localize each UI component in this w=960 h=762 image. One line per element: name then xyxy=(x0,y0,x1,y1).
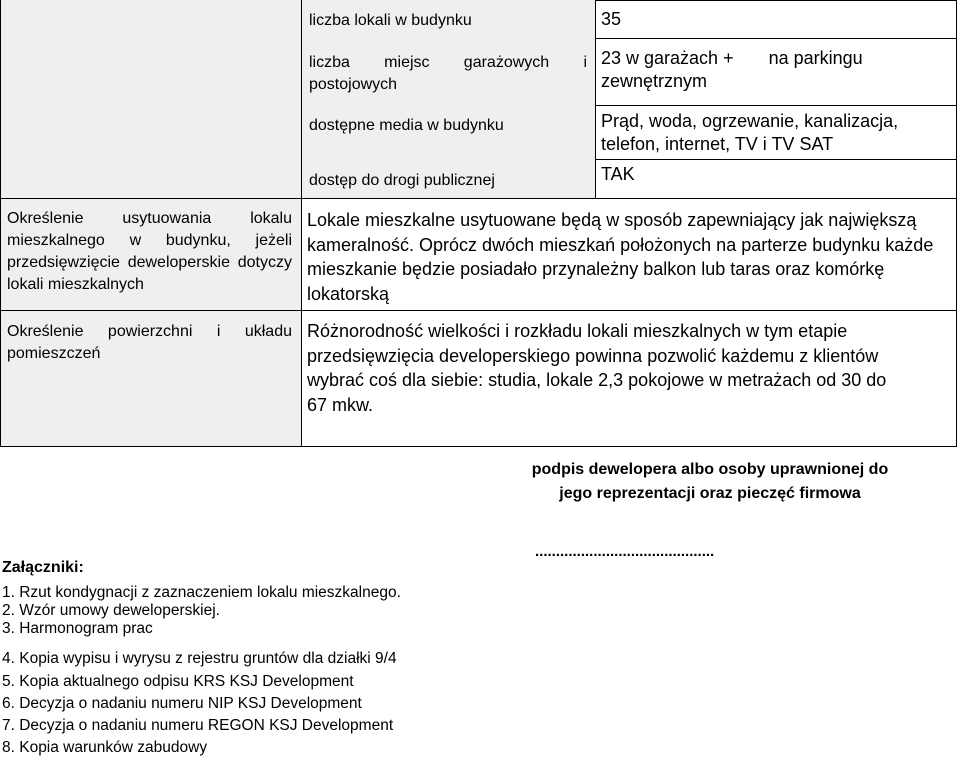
table-border xyxy=(0,198,957,199)
signature-caption-line1: podpis dewelopera albo osoby uprawnionej do xyxy=(531,461,889,478)
table-border xyxy=(595,0,957,1)
attachment-item: 8. Kopia warunków zabudowy xyxy=(2,739,208,756)
attachments-title: Załączniki: xyxy=(2,559,84,576)
table-border xyxy=(595,38,957,39)
table-border xyxy=(0,310,957,311)
label-available-utilities: dostępne media w budynku xyxy=(309,117,504,134)
value-area-and-layout: Różnorodność wielkości i rozkładu lokali mieszkalnych w tym etapie przedsięwzięcia developerskiego powinna pozwolić każdemu z klientów wybrać coś dla siebie: studia, lokale 2,3 pokojowe w metrażach od 30 do 67 mkw. xyxy=(307,321,887,415)
attachment-item: 7. Decyzja o nadaniu numeru REGON KSJ Development xyxy=(2,717,394,734)
attachment-item: 5. Kopia aktualnego odpisu KRS KSJ Development xyxy=(2,673,354,690)
signature-caption-line2: jego reprezentacji oraz pieczęć firmowa xyxy=(559,485,861,502)
value-public-road-access: TAK xyxy=(601,164,635,184)
value-parking-spaces: 23 w garażach + na parkingu zewnętrznym xyxy=(601,48,868,91)
table-border xyxy=(0,0,1,447)
table-border xyxy=(0,446,957,447)
label-parking-spaces: liczba miejsc garażowych i postojowych xyxy=(309,54,587,93)
label-public-road-access: dostęp do drogi publicznej xyxy=(309,172,495,189)
table-border xyxy=(595,159,957,160)
table-border xyxy=(595,105,957,106)
attachment-item: 6. Decyzja o nadaniu numeru NIP KSJ Development xyxy=(2,695,362,712)
value-unit-location: Lokale mieszkalne usytuowane będą w sposób zapewniający jak największą kameralność. Oprócz dwóch mieszkań położonych na parterze budynku każde mieszkanie będzie posiadało przynależny balkon lub taras oraz komórkę lokatorską xyxy=(307,210,934,304)
label-number-of-units: liczba lokali w budynku xyxy=(309,12,472,29)
table-border xyxy=(301,0,302,447)
attachment-item: 2. Wzór umowy deweloperskiej. xyxy=(2,602,220,619)
attachment-item: 3. Harmonogram prac xyxy=(2,620,153,637)
table-border xyxy=(595,0,596,198)
value-number-of-units: 35 xyxy=(601,9,622,29)
label-unit-location: Określenie usytuowania lokalu mieszkalnego w budynku, jeżeli przedsięwzięcie deweloperskie dotyczy lokali mieszkalnych xyxy=(7,210,292,293)
label-area-and-layout: Określenie powierzchni i układu pomieszczeń xyxy=(7,323,292,362)
value-available-utilities: Prąd, woda, ogrzewanie, kanalizacja, telefon, internet, TV i TV SAT xyxy=(601,111,899,154)
attachment-item: 4. Kopia wypisu i wyrysu z rejestru gruntów dla działki 9/4 xyxy=(2,650,397,667)
table-border xyxy=(956,0,957,447)
signature-dots: ........................................... xyxy=(535,543,715,560)
attachment-item: 1. Rzut kondygnacji z zaznaczeniem lokalu mieszkalnego. xyxy=(2,584,401,601)
